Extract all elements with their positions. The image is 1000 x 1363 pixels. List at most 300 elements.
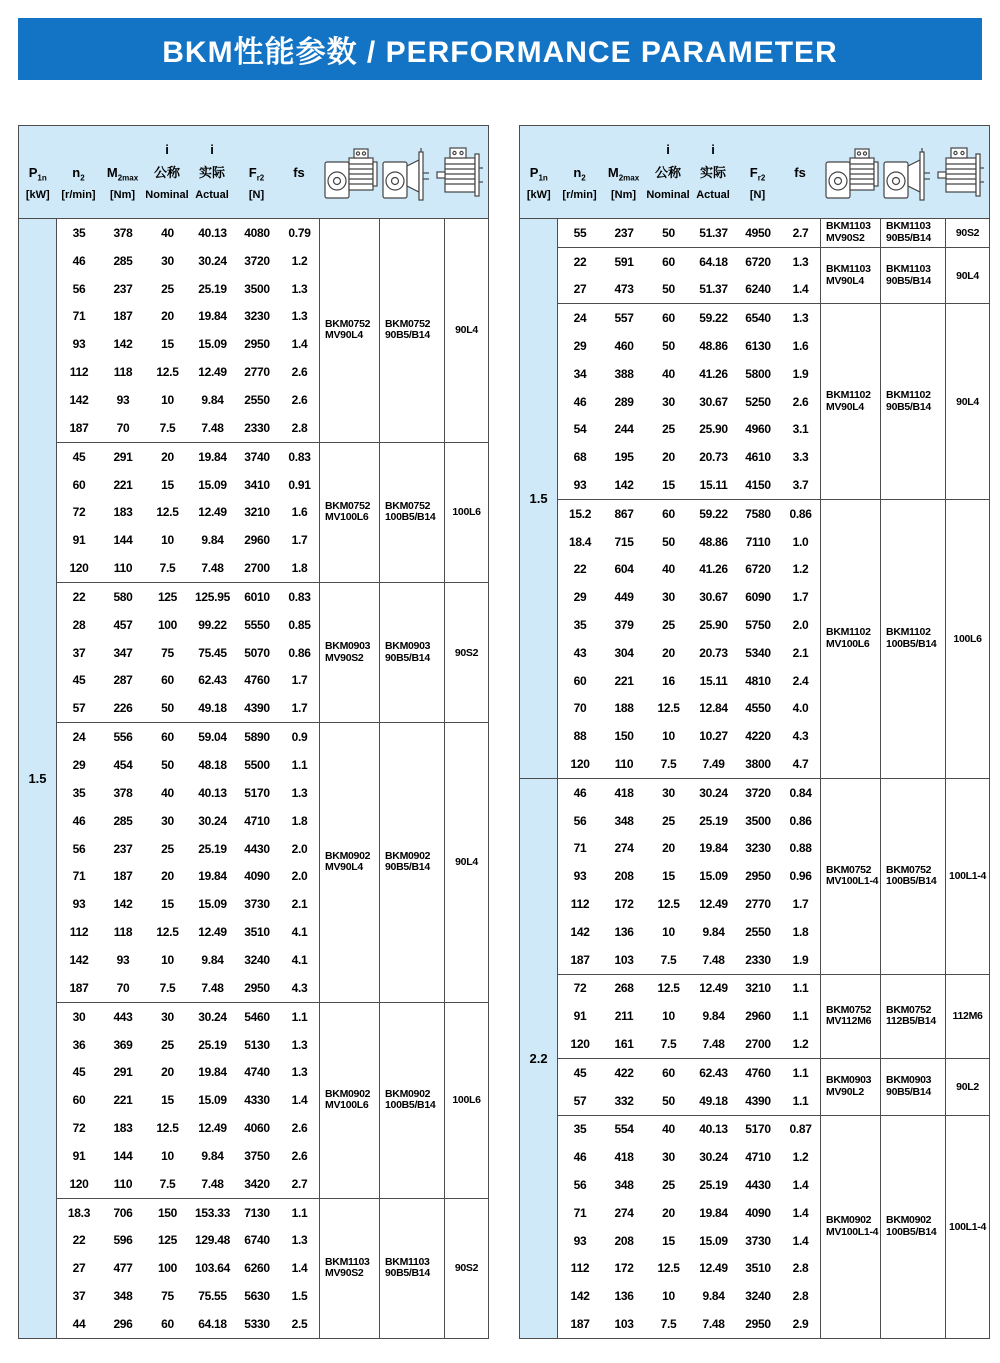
cell-m2max: 208	[614, 1233, 634, 1248]
cell-i-actual: 7.48	[702, 1316, 725, 1331]
cell-fr2: 6740	[244, 1233, 270, 1248]
cell-i-actual: 25.19	[699, 1177, 728, 1192]
model-mv-line: BKM1103	[826, 220, 871, 233]
model-b5-line: BKM1103	[886, 263, 931, 276]
data-row	[558, 276, 820, 304]
cell-i-actual: 12.49	[699, 981, 728, 996]
cell-n2: 93	[573, 478, 587, 493]
cell-m2max: 591	[614, 254, 634, 269]
cell-n2: 72	[72, 505, 86, 520]
model-b5-line: 100B5/B14	[385, 1099, 436, 1112]
gearbox-flange-icon	[882, 140, 932, 204]
cell-fs: 0.84	[789, 785, 812, 800]
data-row	[57, 890, 319, 918]
model-mv-cell	[320, 1198, 380, 1338]
cell-i-actual: 15.09	[699, 1233, 728, 1248]
model-b5-line: 90B5/B14	[385, 861, 430, 874]
cell-fr2: 7130	[244, 1205, 270, 1220]
motor-size-cell: 100L1-4	[946, 778, 990, 974]
cell-fs: 1.2	[792, 562, 809, 577]
group-data	[57, 1002, 320, 1198]
cell-i-actual: 12.49	[198, 924, 227, 939]
cell-i-actual: 25.19	[198, 281, 227, 296]
cell-i-nominal: 40	[161, 226, 174, 241]
data-row	[57, 554, 319, 582]
cell-fr2: 3720	[745, 785, 771, 800]
cell-i-nominal: 12.5	[156, 505, 179, 520]
cell-n2: 187	[570, 1316, 590, 1331]
data-row	[57, 498, 319, 526]
cell-i-nominal: 7.5	[159, 1176, 176, 1191]
cell-fs: 1.3	[792, 254, 809, 269]
cell-m2max: 118	[113, 365, 133, 380]
data-row	[558, 1282, 820, 1310]
model-b5-line: 100B5/B14	[886, 875, 937, 888]
cell-i-actual: 19.84	[198, 1065, 227, 1080]
data-row	[57, 330, 319, 358]
cell-fs: 3.7	[792, 478, 809, 493]
cell-i-nominal: 25	[161, 281, 174, 296]
cell-m2max: 274	[614, 1205, 634, 1220]
model-mv-line: BKM0752	[325, 499, 371, 512]
cell-fr2: 5070	[244, 645, 270, 660]
cell-i-actual: 75.55	[198, 1289, 227, 1304]
cell-fs: 2.4	[792, 673, 809, 688]
model-b5-cell	[380, 583, 445, 723]
cell-m2max: 715	[614, 534, 634, 549]
cell-i-actual: 25.90	[699, 422, 728, 437]
cell-m2max: 443	[113, 1009, 133, 1024]
cell-m2max: 110	[113, 1176, 133, 1191]
gearmotor-icon	[824, 140, 880, 204]
cell-m2max: 211	[614, 1009, 634, 1024]
cell-i-nominal: 7.5	[660, 1316, 677, 1331]
cell-n2: 56	[72, 841, 86, 856]
cell-fr2: 2700	[244, 560, 270, 575]
data-row	[57, 1254, 319, 1282]
cell-i-nominal: 30	[662, 785, 675, 800]
col-header-i-actual: i 实际 Actual	[691, 126, 736, 219]
group-row	[520, 1115, 990, 1338]
cell-i-nominal: 50	[161, 758, 174, 773]
data-row	[57, 471, 319, 499]
cell-i-nominal: 25	[662, 422, 675, 437]
model-b5-cell	[881, 778, 946, 974]
cell-i-nominal: 125	[157, 1233, 178, 1248]
performance-table-left	[18, 125, 489, 1339]
model-mv-line: MV90L2	[826, 1085, 864, 1098]
cell-n2: 112	[570, 1261, 590, 1276]
cell-i-nominal: 16	[662, 673, 675, 688]
data-row	[558, 1227, 820, 1255]
motor-size-cell: 90L4	[455, 324, 478, 337]
data-row	[57, 247, 319, 275]
cell-m2max: 172	[614, 1261, 634, 1276]
cell-n2: 57	[573, 1093, 587, 1108]
cell-fs: 4.3	[291, 980, 308, 995]
cell-m2max: 183	[113, 505, 133, 520]
page-title: BKM性能参数 / PERFORMANCE PARAMETER	[18, 18, 982, 80]
cell-i-actual: 51.37	[699, 225, 728, 240]
cell-i-nominal: 25	[662, 1177, 675, 1192]
model-b5-line: 100B5/B14	[385, 511, 436, 524]
data-row	[558, 1310, 820, 1338]
data-row	[558, 528, 820, 556]
col-header-p1n: $P_{1n}$ [kW]	[520, 126, 558, 219]
data-row	[57, 946, 319, 974]
cell-i-nominal: 7.5	[159, 420, 176, 435]
model-mv-cell	[320, 723, 380, 1002]
cell-fs: 1.2	[792, 1037, 809, 1051]
cell-i-nominal: 25	[662, 618, 675, 633]
cell-i-nominal: 50	[662, 1093, 675, 1108]
data-row	[558, 1171, 820, 1199]
cell-i-actual: 7.48	[201, 560, 224, 575]
cell-fr2: 4060	[244, 1120, 270, 1135]
col-header-p1n: $P_{1n}$ [kW]	[19, 126, 57, 219]
cell-m2max: 285	[113, 813, 133, 828]
cell-fr2: 4760	[745, 1065, 771, 1080]
cell-n2: 22	[573, 562, 587, 577]
cell-i-actual: 12.49	[699, 897, 728, 912]
cell-i-actual: 30.24	[198, 813, 227, 828]
cell-fr2: 4390	[745, 1093, 771, 1108]
data-row	[558, 248, 820, 276]
cell-i-nominal: 125	[157, 590, 178, 605]
cell-m2max: 706	[113, 1205, 133, 1220]
cell-n2: 71	[72, 869, 86, 884]
cell-i-nominal: 10	[161, 952, 174, 967]
data-row	[558, 1059, 820, 1087]
cell-fs: 0.85	[288, 617, 311, 632]
model-b5-line: 112B5/B14	[886, 1015, 936, 1028]
data-row	[57, 275, 319, 303]
cell-i-actual: 7.48	[201, 1176, 224, 1191]
model-mv-line: BKM0902	[826, 1214, 872, 1227]
cell-i-nominal: 20	[161, 449, 174, 464]
cell-fs: 3.3	[792, 450, 809, 465]
motor-size-cell: 90S2	[445, 583, 489, 723]
cell-fs: 1.6	[291, 505, 308, 520]
motor-size-cell: 90L4	[445, 723, 489, 1002]
data-row	[57, 1086, 319, 1114]
cell-i-actual: 64.18	[699, 254, 728, 269]
group-data	[558, 1058, 821, 1115]
cell-i-actual: 9.84	[702, 924, 725, 939]
motor-size-cell: 100L6	[445, 442, 489, 582]
cell-m2max: 188	[614, 701, 634, 716]
cell-m2max: 221	[113, 1093, 133, 1108]
cell-i-actual: 12.84	[699, 701, 728, 716]
cell-fs: 1.3	[291, 785, 308, 800]
cell-fr2: 3510	[244, 924, 270, 939]
cell-m2max: 580	[113, 590, 133, 605]
cell-i-nominal: 50	[662, 282, 675, 297]
cell-m2max: 418	[614, 785, 634, 800]
cell-fr2: 4810	[745, 673, 771, 688]
cell-fs: 1.4	[291, 337, 308, 352]
cell-i-actual: 15.09	[198, 337, 227, 352]
cell-m2max: 477	[113, 1261, 133, 1276]
cell-fs: 1.9	[792, 952, 809, 967]
cell-fr2: 2550	[244, 392, 270, 407]
cell-i-actual: 153.33	[195, 1205, 230, 1220]
cell-fr2: 5550	[244, 617, 270, 632]
cell-n2: 45	[72, 1065, 86, 1080]
cell-n2: 56	[573, 1177, 587, 1192]
model-mv-line: BKM0902	[325, 1087, 371, 1100]
cell-m2max: 604	[614, 562, 634, 577]
cell-m2max: 237	[113, 841, 133, 856]
cell-fs: 1.7	[291, 701, 308, 716]
cell-m2max: 287	[113, 673, 133, 688]
model-mv-line: MV100L6	[325, 1099, 369, 1112]
cell-fs: 0.87	[789, 1122, 812, 1137]
cell-n2: 91	[573, 1009, 587, 1024]
cell-fr2: 4330	[244, 1093, 270, 1108]
data-row	[57, 303, 319, 331]
cell-n2: 120	[69, 560, 89, 575]
cell-fs: 2.8	[792, 1261, 809, 1276]
data-row	[57, 723, 319, 751]
data-row	[558, 639, 820, 667]
group-data	[57, 723, 320, 1002]
data-row	[57, 1227, 319, 1255]
group-row	[520, 1058, 990, 1115]
cell-fr2: 3720	[244, 253, 270, 268]
model-mv-line: MV100L1-4	[826, 1225, 879, 1238]
data-row	[558, 975, 820, 1003]
col-header-fr2: $F_{r2}$ [N]	[235, 126, 279, 219]
model-b5-cell	[881, 1115, 946, 1338]
cell-fs: 0.83	[288, 590, 311, 605]
motor-icon	[934, 140, 986, 204]
cell-n2: 112	[69, 365, 89, 380]
cell-n2: 45	[72, 449, 86, 464]
cell-i-actual: 9.84	[201, 1148, 224, 1163]
model-mv-line: BKM1103	[325, 1255, 370, 1268]
cell-i-actual: 25.19	[198, 1037, 227, 1052]
cell-fs: 1.9	[792, 366, 809, 381]
model-b5-cell	[380, 1002, 445, 1198]
cell-fs: 2.8	[291, 420, 308, 435]
performance-table-right	[519, 125, 990, 1339]
cell-fr2: 4390	[244, 701, 270, 716]
model-mv-line: BKM0752	[826, 1003, 872, 1016]
cell-fr2: 2960	[745, 1009, 771, 1024]
cell-i-nominal: 10	[161, 392, 174, 407]
cell-m2max: 183	[113, 1120, 133, 1135]
data-row	[558, 304, 820, 332]
data-row	[558, 583, 820, 611]
cell-fs: 1.3	[291, 1037, 308, 1052]
model-b5-line: 100B5/B14	[886, 637, 937, 650]
data-row	[558, 1116, 820, 1144]
cell-n2: 142	[69, 392, 89, 407]
cell-i-actual: 99.22	[198, 617, 227, 632]
data-row	[558, 750, 820, 778]
model-b5-cell	[380, 442, 445, 582]
cell-fs: 1.1	[792, 1065, 809, 1080]
cell-n2: 18.4	[568, 534, 592, 549]
model-b5-line: BKM0902	[385, 849, 431, 862]
cell-i-actual: 19.84	[198, 869, 227, 884]
cell-i-nominal: 12.5	[657, 981, 680, 996]
cell-m2max: 304	[614, 645, 634, 660]
cell-m2max: 150	[614, 729, 634, 744]
group-data	[558, 499, 821, 778]
data-row	[558, 332, 820, 360]
cell-n2: 72	[573, 981, 587, 996]
cell-fr2: 4150	[745, 478, 771, 493]
cell-i-nominal: 10	[662, 729, 675, 744]
motor-size-cell: 112M6	[946, 974, 990, 1058]
model-b5-line: BKM1103	[385, 1255, 430, 1268]
cell-n2: 36	[72, 1037, 86, 1052]
cell-i-actual: 15.09	[198, 1093, 227, 1108]
cell-m2max: 348	[113, 1289, 133, 1304]
cell-m2max: 422	[614, 1065, 634, 1080]
cell-n2: 187	[69, 420, 89, 435]
col-header-n2: $n_2$ [r/min]	[57, 126, 101, 219]
cell-n2: 22	[72, 1233, 86, 1248]
cell-fs: 2.0	[792, 618, 809, 633]
cell-n2: 71	[573, 841, 587, 856]
cell-i-nominal: 10	[662, 924, 675, 939]
cell-i-actual: 64.18	[198, 1316, 227, 1331]
cell-n2: 60	[573, 673, 587, 688]
cell-fr2: 2700	[745, 1037, 771, 1051]
cell-m2max: 93	[116, 952, 130, 967]
cell-fr2: 3230	[745, 841, 771, 856]
cell-i-actual: 30.24	[699, 1150, 728, 1165]
cell-n2: 70	[573, 701, 587, 716]
cell-i-actual: 62.43	[198, 673, 227, 688]
col-header-fs: fs	[279, 126, 320, 219]
model-mv-line: BKM1103	[826, 263, 871, 276]
cell-fr2: 3230	[244, 309, 270, 324]
cell-n2: 55	[573, 225, 587, 240]
cell-m2max: 348	[614, 813, 634, 828]
cell-fs: 1.1	[792, 1009, 809, 1024]
data-row	[57, 611, 319, 639]
group-row	[520, 778, 990, 974]
cell-fs: 1.7	[291, 673, 308, 688]
cell-n2: 22	[573, 254, 587, 269]
cell-m2max: 867	[614, 506, 634, 521]
cell-n2: 142	[570, 924, 590, 939]
model-mv-line: MV100L1-4	[826, 875, 879, 888]
cell-fs: 1.4	[792, 282, 809, 297]
data-row	[558, 835, 820, 863]
cell-n2: 46	[573, 394, 587, 409]
cell-fr2: 5340	[745, 645, 771, 660]
data-row	[57, 358, 319, 386]
cell-fs: 2.6	[291, 1120, 308, 1135]
cell-m2max: 291	[113, 449, 133, 464]
cell-n2: 93	[72, 897, 86, 912]
cell-fr2: 4550	[745, 701, 771, 716]
model-b5-line: BKM0903	[385, 640, 431, 653]
cell-fr2: 3500	[244, 281, 270, 296]
cell-fs: 1.4	[792, 1233, 809, 1248]
p1n-value: 1.5	[19, 219, 57, 1339]
cell-i-actual: 30.67	[699, 590, 728, 605]
cell-fs: 2.0	[291, 869, 308, 884]
cell-n2: 56	[72, 281, 86, 296]
cell-i-nominal: 15	[662, 478, 675, 493]
cell-m2max: 187	[113, 869, 133, 884]
cell-fs: 2.0	[291, 841, 308, 856]
cell-n2: 27	[72, 1261, 86, 1276]
cell-fr2: 4950	[745, 225, 771, 240]
cell-i-actual: 15.11	[699, 673, 728, 688]
cell-m2max: 556	[113, 730, 133, 745]
cell-m2max: 347	[113, 645, 133, 660]
group-data	[57, 1198, 320, 1338]
cell-n2: 187	[69, 980, 89, 995]
cell-i-actual: 20.73	[699, 450, 728, 465]
cell-i-nominal: 7.5	[159, 980, 176, 995]
cell-fs: 0.91	[288, 477, 311, 492]
cell-i-nominal: 20	[662, 1205, 675, 1220]
cell-fr2: 4710	[745, 1150, 771, 1165]
model-b5-line: BKM0752	[385, 317, 431, 330]
cell-i-actual: 15.11	[699, 478, 728, 493]
cell-fs: 0.79	[288, 226, 311, 241]
data-row	[57, 526, 319, 554]
cell-i-actual: 40.13	[198, 226, 227, 241]
cell-n2: 35	[573, 618, 587, 633]
model-mv-cell	[821, 219, 881, 248]
cell-i-actual: 7.48	[201, 420, 224, 435]
cell-fs: 1.1	[291, 758, 308, 773]
cell-fr2: 4430	[745, 1177, 771, 1192]
cell-m2max: 142	[614, 478, 634, 493]
cell-i-nominal: 15	[161, 337, 174, 352]
model-mv-line: BKM0903	[325, 640, 371, 653]
model-mv-cell	[320, 1002, 380, 1198]
data-row	[57, 779, 319, 807]
cell-m2max: 237	[614, 225, 634, 240]
cell-i-nominal: 75	[161, 1289, 174, 1304]
cell-i-actual: 49.18	[699, 1093, 728, 1108]
cell-fs: 1.1	[792, 1093, 809, 1108]
cell-n2: 56	[573, 813, 587, 828]
data-row	[57, 1114, 319, 1142]
cell-i-actual: 12.49	[198, 1120, 227, 1135]
cell-fr2: 5250	[745, 394, 771, 409]
model-b5-line: BKM0902	[886, 1214, 932, 1227]
cell-n2: 60	[72, 1093, 86, 1108]
model-mv-line: BKM1102	[826, 389, 871, 402]
cell-i-nominal: 7.5	[660, 1037, 677, 1051]
cell-fs: 1.8	[291, 813, 308, 828]
data-row	[57, 1031, 319, 1059]
cell-n2: 46	[72, 813, 86, 828]
cell-i-nominal: 40	[662, 562, 675, 577]
cell-fr2: 5460	[244, 1009, 270, 1024]
model-b5-cell	[380, 723, 445, 1002]
cell-m2max: 118	[113, 924, 133, 939]
model-b5-cell	[881, 219, 946, 248]
cell-i-nominal: 30	[161, 813, 174, 828]
model-mv-line: BKM0752	[826, 863, 872, 876]
cell-i-nominal: 12.5	[657, 897, 680, 912]
col-header-fs: fs	[780, 126, 821, 219]
cell-fr2: 4430	[244, 841, 270, 856]
cell-fs: 1.5	[291, 1289, 308, 1304]
